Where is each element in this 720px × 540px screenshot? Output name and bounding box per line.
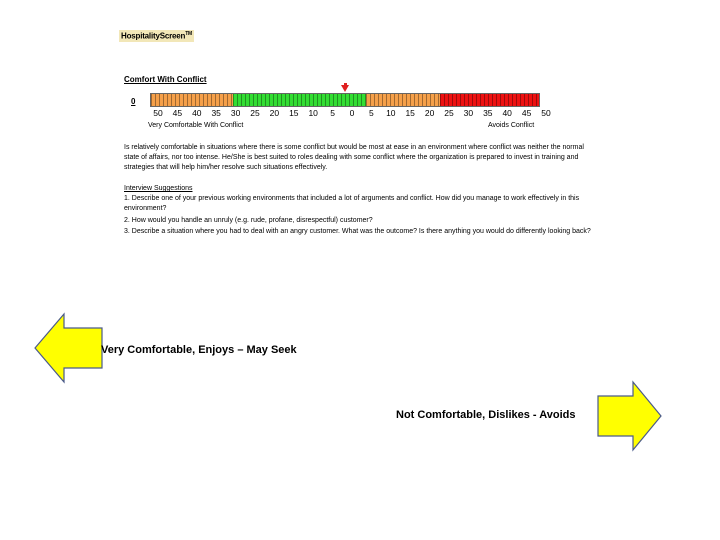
scale-tick-label: 30 xyxy=(463,108,474,118)
scale-segment-orange-left xyxy=(151,94,233,106)
scale-tick-label: 20 xyxy=(269,108,280,118)
score-marker-arrow xyxy=(341,85,349,92)
scale-segment-green xyxy=(233,94,366,106)
scale-segment-red xyxy=(440,94,539,106)
scale-tick-label: 20 xyxy=(424,108,435,118)
interview-question-3: 3. Describe a situation where you had to deal with an angry customer. What was the outcome? Is there anything you would do differently looking back? xyxy=(124,228,591,235)
scale-right-label: Avoids Conflict xyxy=(488,122,535,129)
right-arrow-label: Not Comfortable, Dislikes - Avoids xyxy=(396,409,576,421)
scale-tick-label: 15 xyxy=(289,108,299,118)
scale-tick-label: 35 xyxy=(483,108,493,118)
conflict-scale-bar xyxy=(150,93,540,107)
scale-segment-orange-right xyxy=(366,94,440,106)
interview-question-1: 1. Describe one of your previous working environments that included a lot of arguments and conflict. How did you manage to work effectively in this environment? xyxy=(124,195,580,212)
scale-tick-label: 35 xyxy=(211,108,221,118)
scale-tick-label: 50 xyxy=(541,108,551,118)
interview-question-2: 2. How would you handle an unruly (e.g. rude, profane, disrespectful) customer? xyxy=(124,217,373,224)
scale-tick-label: 45 xyxy=(172,108,183,118)
scale-tick-label: 50 xyxy=(153,108,163,118)
brand-name: HospitalityScreen xyxy=(121,31,186,41)
scale-tick-label: 25 xyxy=(250,108,260,118)
brand-logo xyxy=(119,30,194,42)
trademark-mark: TM xyxy=(185,31,193,37)
scale-tick-label: 5 xyxy=(369,108,374,118)
scale-tick-label: 0 xyxy=(349,108,355,118)
scale-tick-label: 30 xyxy=(230,108,241,118)
scale-tick-label: 40 xyxy=(502,108,512,118)
scale-tick-label: 25 xyxy=(444,108,454,118)
scale-tick-label: 15 xyxy=(405,108,415,118)
section-title: Comfort With Conflict xyxy=(124,75,207,84)
profile-description: Is relatively comfortable in situations where there is some conflict but would be most at ease in an environment where conflict was neither the normal state of affairs, nor too intense. He/She is best suited to roles dealing with some conflict where the organization is prepared to invest in training and strategies that will help him/her resolve such situations effectively. xyxy=(124,144,584,171)
scale-tick-label: 5 xyxy=(330,108,335,118)
scale-tick-label: 45 xyxy=(521,108,532,118)
left-arrow-label: Very Comfortable, Enjoys – May Seek xyxy=(101,344,297,356)
left-arrow-icon xyxy=(34,312,104,384)
score-value: 0 xyxy=(131,97,136,106)
scale-tick-label: 40 xyxy=(192,108,202,118)
scale-tick-labels xyxy=(150,108,551,118)
interview-heading: Interview Suggestions xyxy=(124,185,193,192)
scale-tick-label: 10 xyxy=(386,108,396,118)
scale-tick-label: 10 xyxy=(308,108,318,118)
right-arrow-icon xyxy=(597,380,663,452)
scale-left-label: Very Comfortable With Conflict xyxy=(148,122,244,129)
